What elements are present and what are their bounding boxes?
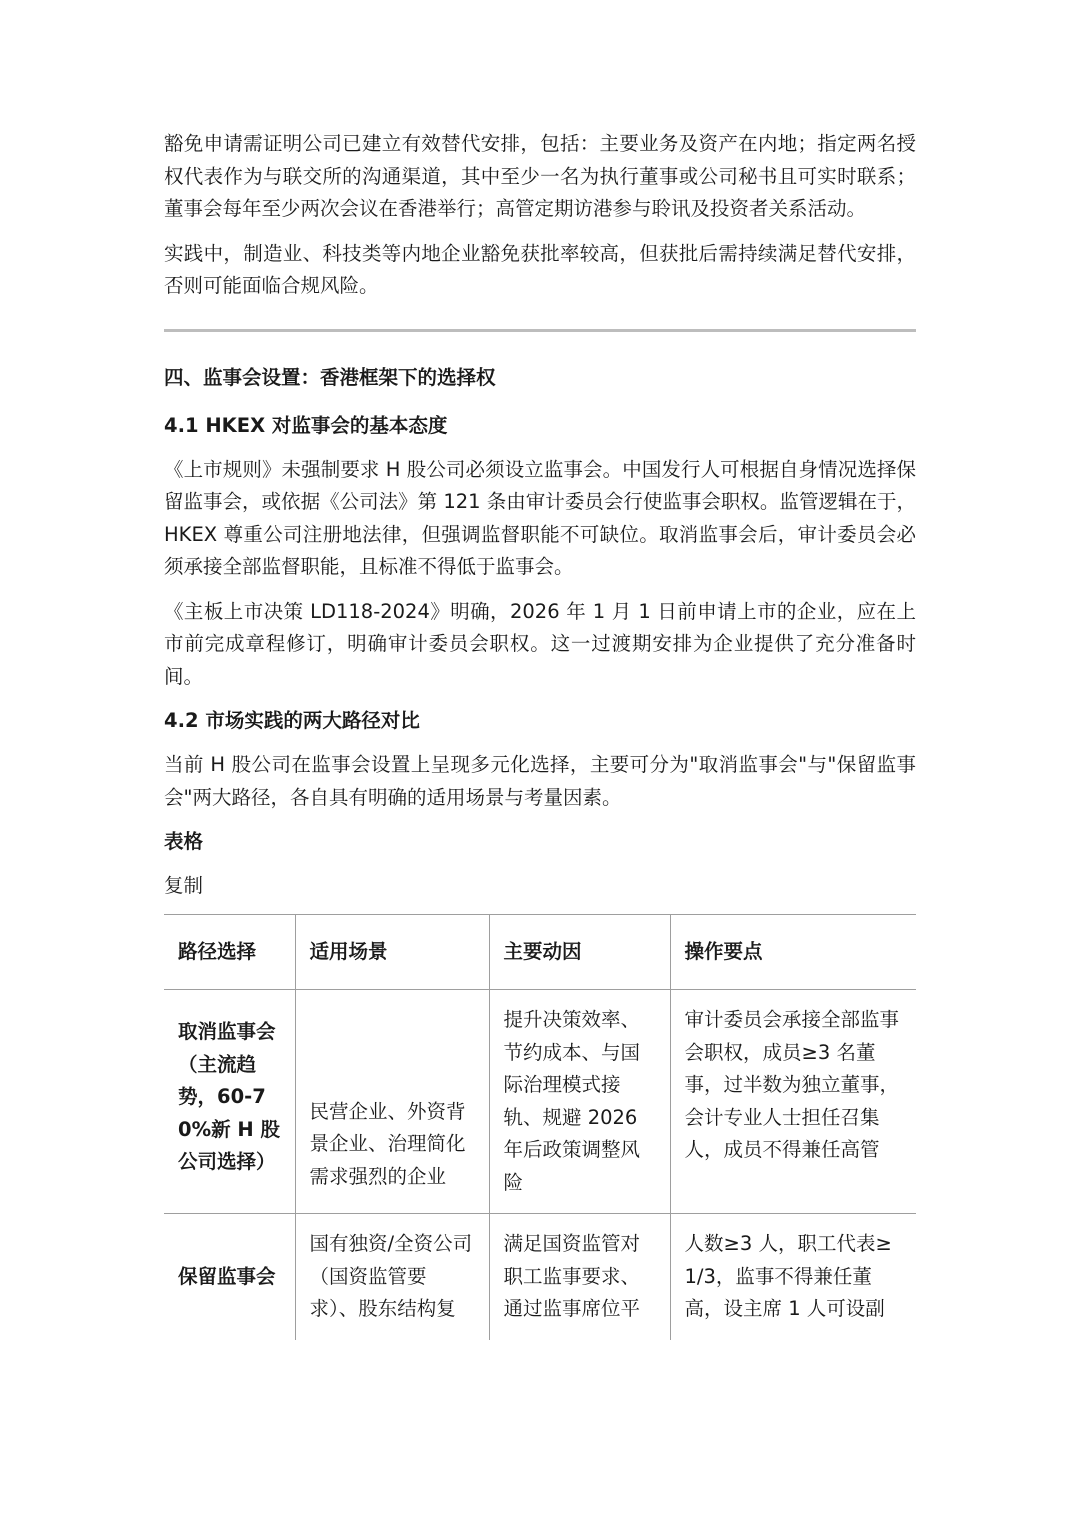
table-label: 表格 [164, 830, 204, 853]
cell-scene: 民营企业、外资背景企业、治理简化需求强烈的企业 [295, 990, 489, 1214]
subsection-4-1-title: 4.1 HKEX 对监事会的基本态度 [164, 413, 448, 437]
cell-path: 取消监事会（主流趋势，60-70%新 H 股公司选择） [164, 990, 295, 1214]
table-row [164, 1214, 916, 1340]
section-divider [164, 329, 916, 332]
cell-motive: 提升决策效率、节约成本、与国际治理模式接轨、规避 2026 年后政策调整风险 [489, 990, 670, 1214]
header-scene: 适用场景 [295, 915, 489, 990]
section-title: 四、监事会设置：香港框架下的选择权 [164, 365, 496, 389]
paragraph-two-paths: 当前 H 股公司在监事会设置上呈现多元化选择，主要可分为"取消监事会"与"保留监事会"两大路径，各自具有明确的适用场景与考量因素。 [164, 753, 916, 809]
cell-path: 保留监事会 [164, 1214, 295, 1340]
paragraph-ld118-decision: 《主板上市决策 LD118-2024》明确，2026 年 1 月 1 日前申请上市的企业，应在上市前完成章程修订，明确审计委员会职权。这一过渡期安排为企业提供了充分准备时间。 [164, 599, 916, 688]
table-row [164, 990, 916, 1214]
header-points: 操作要点 [670, 915, 916, 990]
table-header-row [164, 915, 916, 990]
cell-points: 人数≥3 人，职工代表≥1/3，监事不得兼任董高，设主席 1 人可设副 [670, 1214, 916, 1340]
copy-button[interactable]: 复制 [164, 874, 204, 897]
header-motive: 主要动因 [489, 915, 670, 990]
cell-motive: 满足国资监管对职工监事要求、通过监事席位平 [489, 1214, 670, 1340]
subsection-4-2-title: 4.2 市场实践的两大路径对比 [164, 709, 420, 732]
cell-points: 审计委员会承接全部监事会职权，成员≥3 名董事，过半数为独立董事，会计专业人士担任召集人，成员不得兼任高管 [670, 990, 916, 1214]
comparison-table [164, 914, 916, 1340]
cell-scene: 国有独资/全资公司（国资监管要求）、股东结构复 [295, 1214, 489, 1340]
paragraph-exemption-requirements: 豁免申请需证明公司已建立有效替代安排，包括：主要业务及资产在内地；指定两名授权代表作为与联交所的沟通渠道，其中至少一名为执行董事或公司秘书且可实时联系；董事会每年至少两次会议在香港举行；高管定期访港参与聆讯及投资者关系活动。 [164, 132, 916, 220]
header-path: 路径选择 [164, 915, 295, 990]
document-page [164, 128, 916, 1340]
paragraph-hkex-attitude: 《上市规则》未强制要求 H 股公司必须设立监事会。中国发行人可根据自身情况选择保留监事会，或依据《公司法》第 121 条由审计委员会行使监事会职权。监管逻辑在于，HKEX 尊重公司注册地法律，但强调监督职能不可缺位。取消监事会后，审计委员会必须承接全部监督职能，且标准不得低于监事会。 [164, 457, 916, 578]
paragraph-exemption-practice: 实践中，制造业、科技类等内地企业豁免获批率较高，但获批后需持续满足替代安排，否则可能面临合规风险。 [164, 241, 916, 297]
